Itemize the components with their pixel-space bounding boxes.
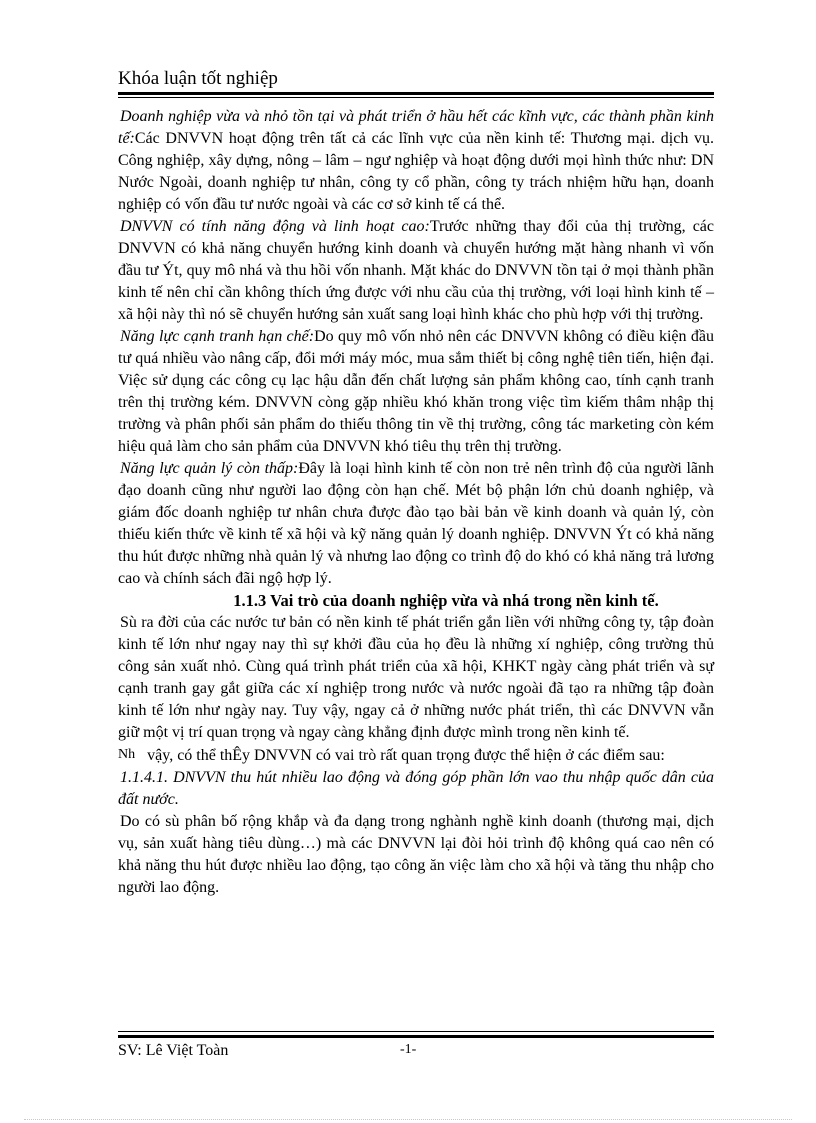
page-number: -1-: [400, 1042, 417, 1057]
header-rule: [118, 92, 714, 95]
paragraph-text: Đây là loại hình kinh tế còn non trẻ nên trình độ của người lãnh đạo doanh cũng như người lao động còn hạn chế. Mét bộ phận lớn chủ doanh nghiệp, và giám đốc doanh nghiệp tư nhân chưa được đào tạo bài bản về kinh doanh và quản lý, còn thiếu kiến thức về kinh tế xã hội và kỹ năng quản lý doanh nghiệp. DNVVN Ýt có khả năng thu hút được những nhà quản lý và nhưng lao động co trình độ do khó có khả năng trả lương cao và chính sách đãi ngộ hợp lý.: [118, 460, 714, 587]
paragraph: [118, 106, 714, 216]
paragraph-lead: Năng lực cạnh tranh hạn chế:: [120, 328, 315, 345]
paragraph-text: Do quy mô vốn nhỏ nên các DNVVN không có điều kiện đầu tư quá nhiều vào nâng cấp, đổi mới máy móc, mua sắm thiết bị công nghệ tiên tiến, hiện đại. Việc sử dụng các công cụ lạc hậu dẫn đến chất lượng sản phẩm không cao, tính cạnh tranh trên thị trường kém. DNVVN còng gặp nhiều khó khăn trong việc tìm kiếm thâm nhập thị trường và phân phối sản phẩm do thiếu thông tin về thị trường, công tác marketing còn kém hiệu quả làm cho sản phẩm của DNVVN khó tiêu thụ trên thị trường.: [118, 328, 714, 455]
paragraph: [118, 458, 714, 590]
paragraph-lead: DNVVN có tính năng động và linh hoạt cao:: [120, 218, 430, 235]
paragraph-prefix: Nh: [118, 747, 136, 762]
footer-rule: [118, 1035, 714, 1038]
paragraph: [118, 326, 714, 458]
subsection-heading: 1.1.4.1. DNVVN thu hút nhiều lao động và đóng góp phần lớn vao thu nhập quốc dân của đất nước.: [118, 769, 714, 808]
paragraph-lead: Năng lực quản lý còn thấp:: [120, 460, 299, 477]
footer-rule-thin: [118, 1031, 714, 1032]
paragraph: Do có sù phân bố rộng khắp và đa dạng trong nghành nghề kinh doanh (thương mại, dịch vụ, sản xuất hàng tiêu dùng…) mà các DNVVN lại đòi hỏi trình độ không quá cao nên có khả năng thu hút được nhiều lao động, tạo công ăn việc làm cho xã hội và tăng thu nhập cho người lao động.: [118, 813, 714, 896]
paragraph-lead: Doanh nghiệp vừa và nhỏ tồn tại và phát triển ở hầu hết các kĩnh vực, các thành phần kinh tế:: [118, 108, 714, 147]
page-edge: [24, 1119, 792, 1120]
paragraph: Sù ra đời của các nước tư bản có nền kinh tế phát triển gắn liền với những công ty, tập đoàn kinh tế lớn như ngay nay thì sự khởi đầu của họ đều là những xí nghiệp, công trường thủ công sản xuất nhỏ. Cùng quá trình phát triển của xã hội, KHKT ngày càng phát triển và sự cạnh tranh gay gắt giữa các xí nghiệp trong nước và nước ngoài đã tạo ra những tập đoàn kinh tế lớn như ngày nay. Tuy vậy, ngay cả ở những nước phát triển, thì các DNVVN vẫn giữ một vị trí quan trọng và ngay càng khẳng định được mình trong nền kinh tế.: [118, 614, 714, 741]
section-heading: 1.1.3 Vai trò của doanh nghiệp vừa và nhá trong nền kinh tế.: [233, 591, 659, 610]
paragraph-text: vậy, có thể thÊy DNVVN có vai trò rất quan trọng được thể hiện ở các điểm sau:: [147, 747, 665, 764]
document-body: [118, 106, 714, 899]
paragraph-text: Các DNVVN hoạt động trên tất cả các lĩnh vực của nền kinh tế: Thương mại. dịch vụ. Công nghiệp, xây dựng, nông – lâm – ngư nghiệp và hoạt động dưới mọi hình thức như: DN Nước Ngoài, doanh nghiệp tư nhân, công ty cổ phần, công ty trách nhiệm hữu hạn, doanh nghiệp có vốn đầu tư nước ngoài và các cơ sở kinh tế cá thể.: [118, 130, 714, 213]
footer-author: SV: Lê Việt Toàn: [118, 1042, 229, 1059]
paragraph: [118, 744, 714, 767]
paragraph-text: Trước những thay đổi của thị trường, các DNVVN có khả năng chuyển hướng kinh doanh và chuyển hướng mặt hàng nhanh vì vốn đầu tư Ýt, quy mô nhá và thu hồi vốn nhanh. Mặt khác do DNVVN tồn tại ở mọi thành phần kinh tế nên chỉ cần không thích ứng được với nhu cầu của thị trường, với loại hình kinh tế – xã hội này thì nó sẽ chuyển hướng sản xuất sang loại hình khác cho phù hợp với thị trường.: [118, 218, 714, 323]
header-rule-thin: [118, 97, 714, 98]
header-title: Khóa luận tốt nghiệp: [118, 68, 278, 89]
paragraph: [118, 216, 714, 326]
